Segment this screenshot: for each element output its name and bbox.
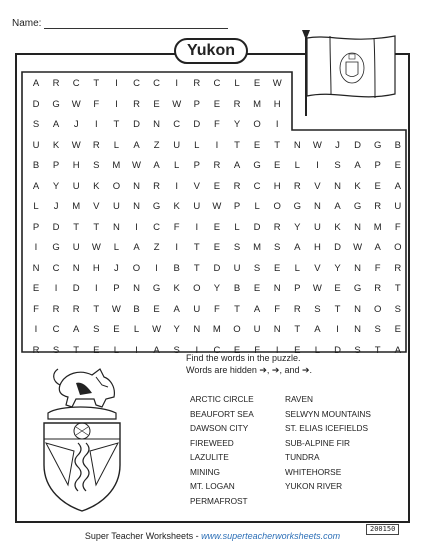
grid-letter: E bbox=[213, 98, 221, 110]
grid-letter: A bbox=[394, 180, 401, 192]
grid-letter: A bbox=[133, 139, 140, 151]
grid-letter: R bbox=[153, 180, 161, 192]
grid-letter: Z bbox=[153, 139, 160, 151]
grid-letter: D bbox=[32, 98, 40, 110]
grid-letter: F bbox=[93, 98, 100, 110]
grid-letter: N bbox=[153, 119, 161, 130]
grid-letter: E bbox=[294, 344, 301, 356]
word-item: TUNDRA bbox=[285, 452, 320, 462]
grid-letter: R bbox=[92, 139, 100, 151]
grid-letter: V bbox=[193, 180, 200, 192]
grid-letter: U bbox=[112, 201, 120, 212]
grid-letter: A bbox=[153, 344, 160, 356]
grid-letter: P bbox=[233, 201, 241, 212]
grid-letter: N bbox=[193, 324, 201, 335]
grid-letter: N bbox=[72, 262, 80, 274]
grid-letter: I bbox=[54, 283, 58, 294]
grid-letter: T bbox=[334, 303, 341, 315]
grid-letter: A bbox=[32, 78, 40, 89]
word-item: RAVEN bbox=[285, 394, 313, 404]
grid-letter: U bbox=[253, 324, 261, 335]
word-item: PERMAFROST bbox=[190, 495, 248, 506]
grid-letter: I bbox=[336, 324, 339, 335]
grid-letter: I bbox=[175, 242, 178, 253]
word-item: SUB-ALPINE FIR bbox=[285, 437, 351, 448]
grid-letter: L bbox=[113, 344, 120, 356]
grid-letter: S bbox=[394, 303, 401, 315]
grid-letter: U bbox=[72, 180, 80, 192]
grid-letter: O bbox=[373, 303, 382, 315]
grid-letter: W bbox=[152, 324, 162, 335]
grid-letter: E bbox=[213, 221, 221, 233]
grid-letter: P bbox=[32, 221, 40, 233]
grid-letter: O bbox=[193, 283, 201, 294]
grid-letter: A bbox=[394, 344, 401, 356]
grid-letter: N bbox=[354, 262, 362, 274]
grid-letter: I bbox=[155, 262, 158, 274]
yukon-flag-icon bbox=[300, 28, 400, 118]
instructions bbox=[186, 352, 312, 376]
grid-letter: E bbox=[93, 344, 100, 356]
grid-letter: M bbox=[112, 160, 121, 171]
grid-letter: M bbox=[373, 221, 382, 233]
grid-letter: R bbox=[374, 201, 382, 212]
grid-letter: A bbox=[73, 324, 80, 335]
grid-letter: R bbox=[233, 98, 241, 110]
grid-letter: J bbox=[73, 119, 79, 130]
grid-letter: I bbox=[94, 283, 98, 294]
grid-letter: S bbox=[354, 344, 361, 356]
grid-letter: M bbox=[72, 201, 81, 212]
grid-letter: B bbox=[133, 303, 140, 315]
grid-letter: W bbox=[312, 283, 322, 294]
grid-letter: K bbox=[52, 139, 60, 151]
grid-letter: C bbox=[133, 78, 140, 89]
grid-letter: L bbox=[294, 160, 300, 171]
word-item: LAZULITE bbox=[190, 452, 229, 462]
grid-letter: N bbox=[313, 201, 321, 212]
grid-letter: K bbox=[334, 221, 341, 233]
grid-letter: P bbox=[113, 283, 120, 294]
grid-letter: V bbox=[93, 201, 100, 212]
grid-letter: E bbox=[253, 283, 261, 294]
grid-letter: C bbox=[213, 344, 221, 356]
name-label: Name: bbox=[12, 18, 42, 29]
grid-letter: F bbox=[33, 303, 39, 315]
grid-letter: S bbox=[32, 119, 40, 130]
grid-letter: F bbox=[374, 262, 381, 274]
grid-letter: U bbox=[394, 201, 402, 212]
grid-letter: E bbox=[253, 78, 261, 89]
grid-letter: R bbox=[273, 221, 281, 233]
grid-letter: F bbox=[274, 303, 281, 315]
grid-letter: C bbox=[72, 78, 80, 89]
letter-grid bbox=[26, 78, 408, 356]
grid-letter: V bbox=[314, 262, 321, 274]
footer-separator: - bbox=[193, 531, 202, 541]
grid-letter: R bbox=[52, 78, 60, 89]
grid-letter: I bbox=[115, 98, 118, 110]
grid-letter: T bbox=[234, 303, 240, 315]
grid-letter: H bbox=[273, 180, 281, 192]
grid-letter: L bbox=[174, 160, 180, 171]
grid-letter: Y bbox=[294, 221, 301, 233]
grid-letter: D bbox=[334, 344, 341, 356]
grid-letter: E bbox=[113, 324, 120, 335]
grid-letter: N bbox=[354, 324, 362, 335]
grid-letter: J bbox=[335, 139, 340, 151]
grid-letter: S bbox=[314, 303, 321, 315]
grid-letter: O bbox=[253, 119, 261, 130]
grid-letter: R bbox=[213, 160, 221, 171]
instructions-line1: Find the words in the puzzle. bbox=[186, 353, 301, 363]
grid-letter: P bbox=[193, 160, 200, 171]
grid-letter: N bbox=[354, 221, 362, 233]
grid-letter: I bbox=[34, 242, 38, 253]
grid-letter: U bbox=[233, 262, 241, 274]
grid-letter: H bbox=[92, 262, 100, 274]
word-item: WHITEHORSE bbox=[285, 466, 342, 477]
grid-letter: R bbox=[32, 344, 40, 356]
grid-letter: Z bbox=[153, 242, 160, 253]
grid-letter: G bbox=[353, 283, 362, 294]
grid-letter: A bbox=[32, 180, 40, 192]
grid-letter: N bbox=[112, 221, 120, 233]
grid-letter: N bbox=[133, 201, 140, 212]
grid-letter: E bbox=[374, 180, 381, 192]
grid-letter: D bbox=[52, 221, 60, 233]
word-list-col1 bbox=[190, 392, 254, 508]
grid-letter: D bbox=[193, 119, 201, 130]
grid-letter: D bbox=[354, 139, 362, 151]
worksheet-code: 200150 bbox=[366, 524, 399, 535]
grid-letter: N bbox=[273, 324, 281, 335]
grid-letter: A bbox=[233, 160, 241, 171]
grid-letter: R bbox=[193, 78, 201, 89]
grid-letter: J bbox=[114, 262, 119, 274]
grid-letter: D bbox=[334, 242, 341, 253]
grid-letter: G bbox=[373, 139, 382, 151]
grid-letter: T bbox=[73, 344, 80, 356]
grid-letter: J bbox=[53, 201, 59, 212]
grid-letter: A bbox=[52, 119, 60, 130]
grid-letter: E bbox=[153, 303, 160, 315]
instructions-line2: Words are hidden ➔, ➔, and ➔. bbox=[186, 365, 313, 375]
grid-letter: I bbox=[175, 180, 178, 192]
grid-letter: B bbox=[394, 139, 401, 151]
grid-letter: R bbox=[133, 98, 140, 110]
grid-letter: T bbox=[193, 262, 200, 274]
grid-letter: E bbox=[253, 139, 261, 151]
grid-letter: F bbox=[213, 119, 220, 130]
grid-letter: C bbox=[213, 78, 221, 89]
grid-letter: U bbox=[72, 242, 80, 253]
grid-letter: F bbox=[254, 344, 260, 356]
grid-letter: M bbox=[212, 324, 221, 335]
grid-letter: T bbox=[274, 139, 281, 151]
grid-letter: T bbox=[93, 221, 100, 233]
footer-brand: Super Teacher Worksheets bbox=[84, 531, 194, 541]
grid-letter: H bbox=[72, 160, 80, 171]
grid-letter: T bbox=[234, 139, 240, 151]
grid-letter: C bbox=[52, 262, 60, 274]
grid-letter: B bbox=[32, 160, 40, 171]
grid-letter: R bbox=[233, 180, 241, 192]
grid-letter: D bbox=[133, 119, 140, 130]
word-item: SELWYN MOUNTAINS bbox=[285, 408, 371, 419]
grid-letter: I bbox=[195, 344, 199, 356]
grid-letter: S bbox=[274, 242, 281, 253]
grid-letter: S bbox=[93, 324, 100, 335]
grid-letter: E bbox=[213, 180, 221, 192]
grid-letter: A bbox=[253, 303, 261, 315]
grid-letter: W bbox=[132, 160, 141, 171]
grid-letter: W bbox=[353, 242, 363, 253]
grid-letter: R bbox=[293, 180, 301, 192]
grid-letter: I bbox=[215, 139, 219, 151]
grid-letter: E bbox=[153, 98, 160, 110]
grid-letter: L bbox=[133, 324, 140, 335]
grid-letter: L bbox=[33, 201, 39, 212]
grid-letter: E bbox=[32, 283, 40, 294]
grid-letter: T bbox=[193, 242, 200, 253]
grid-letter: T bbox=[113, 119, 120, 130]
grid-letter: U bbox=[32, 139, 40, 151]
yukon-crest-icon bbox=[30, 355, 135, 515]
grid-letter: G bbox=[152, 201, 161, 212]
grid-letter: A bbox=[153, 160, 160, 171]
grid-letter: E bbox=[394, 324, 401, 335]
grid-letter: Y bbox=[233, 119, 241, 130]
grid-letter: M bbox=[253, 242, 262, 253]
footer bbox=[0, 531, 425, 541]
grid-letter: G bbox=[52, 98, 60, 110]
word-list-col2 bbox=[285, 392, 371, 494]
grid-letter: E bbox=[334, 283, 341, 294]
grid-letter: K bbox=[173, 283, 180, 294]
grid-letter: E bbox=[274, 160, 281, 171]
grid-letter: G bbox=[353, 201, 362, 212]
grid-letter: P bbox=[374, 160, 381, 171]
grid-letter: E bbox=[233, 344, 241, 356]
grid-letter: C bbox=[52, 324, 60, 335]
grid-letter: T bbox=[394, 283, 401, 294]
grid-letter: S bbox=[334, 160, 341, 171]
grid-letter: H bbox=[313, 242, 321, 253]
grid-letter: D bbox=[253, 221, 261, 233]
grid-letter: A bbox=[133, 242, 140, 253]
grid-letter: U bbox=[193, 201, 201, 212]
grid-letter: A bbox=[173, 303, 180, 315]
grid-letter: D bbox=[213, 262, 221, 274]
grid-letter: I bbox=[34, 324, 38, 335]
grid-letter: M bbox=[253, 98, 262, 110]
grid-letter: I bbox=[175, 78, 178, 89]
grid-letter: W bbox=[71, 98, 81, 110]
grid-letter: K bbox=[354, 180, 361, 192]
grid-letter: T bbox=[73, 221, 80, 233]
grid-letter: S bbox=[52, 344, 60, 356]
grid-letter: N bbox=[334, 180, 341, 192]
grid-letter: E bbox=[394, 160, 401, 171]
grid-letter: R bbox=[72, 303, 80, 315]
grid-letter: L bbox=[113, 139, 120, 151]
grid-letter: P bbox=[193, 98, 200, 110]
grid-letter: W bbox=[91, 242, 101, 253]
grid-letter: L bbox=[234, 78, 240, 89]
grid-letter: N bbox=[273, 283, 281, 294]
grid-letter: D bbox=[72, 283, 80, 294]
grid-letter: N bbox=[354, 303, 362, 315]
grid-letter: L bbox=[254, 201, 260, 212]
grid-letter: R bbox=[394, 262, 402, 274]
grid-letter: A bbox=[334, 201, 341, 212]
grid-letter: Y bbox=[52, 180, 60, 192]
word-item: MINING bbox=[190, 466, 220, 477]
grid-letter: U bbox=[313, 221, 321, 233]
grid-letter: P bbox=[52, 160, 60, 171]
grid-letter: I bbox=[275, 119, 279, 130]
grid-letter: G bbox=[293, 201, 301, 212]
grid-letter: O bbox=[132, 262, 141, 274]
grid-letter: I bbox=[195, 221, 199, 233]
grid-letter: K bbox=[93, 180, 100, 192]
grid-letter: W bbox=[111, 303, 121, 315]
grid-letter: A bbox=[354, 160, 361, 171]
grid-letter: U bbox=[193, 303, 201, 315]
page-title: Yukon bbox=[174, 38, 248, 64]
grid-letter: B bbox=[173, 262, 180, 274]
word-item: ARCTIC CIRCLE bbox=[190, 394, 254, 404]
grid-letter: F bbox=[394, 221, 401, 233]
grid-letter: E bbox=[274, 262, 281, 274]
grid-letter: L bbox=[234, 221, 240, 233]
grid-letter: H bbox=[273, 98, 281, 110]
grid-letter: S bbox=[253, 262, 261, 274]
grid-letter: F bbox=[213, 303, 220, 315]
grid-letter: T bbox=[374, 344, 381, 356]
grid-letter: G bbox=[253, 160, 261, 171]
grid-letter: T bbox=[93, 78, 100, 89]
grid-letter: O bbox=[394, 242, 402, 253]
grid-letter: I bbox=[275, 344, 279, 356]
word-item: ST. ELIAS ICEFIELDS bbox=[285, 423, 368, 433]
grid-letter: E bbox=[213, 242, 221, 253]
grid-letter: F bbox=[173, 221, 180, 233]
grid-letter: A bbox=[314, 324, 321, 335]
grid-letter: I bbox=[115, 78, 118, 89]
grid-letter: I bbox=[135, 344, 138, 356]
grid-letter: S bbox=[173, 344, 180, 356]
grid-letter: C bbox=[153, 78, 161, 89]
word-item: DAWSON CITY bbox=[190, 423, 249, 433]
grid-letter: C bbox=[253, 180, 261, 192]
grid-letter: N bbox=[32, 262, 40, 274]
grid-letter: U bbox=[173, 139, 181, 151]
grid-letter: B bbox=[233, 283, 241, 294]
footer-url[interactable]: www.superteacherworksheets.com bbox=[201, 531, 341, 541]
grid-letter: T bbox=[294, 324, 301, 335]
grid-letter: V bbox=[314, 180, 321, 192]
grid-letter: Y bbox=[334, 262, 341, 274]
grid-letter: R bbox=[374, 283, 382, 294]
grid-letter: K bbox=[173, 201, 180, 212]
grid-letter: Y bbox=[173, 324, 180, 335]
word-item: MT. LOGAN bbox=[190, 481, 235, 491]
grid-letter: O bbox=[233, 324, 241, 335]
grid-letter: Y bbox=[213, 283, 221, 294]
grid-letter: P bbox=[294, 283, 301, 294]
grid-letter: G bbox=[52, 242, 60, 253]
grid-letter: S bbox=[233, 242, 241, 253]
grid-letter: R bbox=[293, 303, 301, 315]
grid-letter: W bbox=[272, 78, 282, 89]
grid-letter: C bbox=[173, 119, 181, 130]
grid-letter: O bbox=[273, 201, 281, 212]
grid-letter: L bbox=[113, 242, 120, 253]
grid-letter: N bbox=[293, 139, 301, 151]
grid-letter: I bbox=[94, 119, 98, 130]
grid-letter: O bbox=[112, 180, 121, 192]
grid-letter: S bbox=[93, 160, 100, 171]
grid-letter: I bbox=[316, 160, 319, 171]
grid-letter: G bbox=[152, 283, 161, 294]
grid-letter: W bbox=[172, 98, 182, 110]
grid-letter: L bbox=[194, 139, 200, 151]
grid-letter: L bbox=[314, 344, 321, 356]
grid-letter: N bbox=[133, 180, 140, 192]
grid-letter: A bbox=[374, 242, 381, 253]
word-item: FIREWEED bbox=[190, 437, 234, 448]
word-item: BEAUFORT SEA bbox=[190, 408, 254, 419]
grid-letter: W bbox=[312, 139, 322, 151]
grid-letter: W bbox=[71, 139, 81, 151]
grid-letter: W bbox=[212, 201, 222, 212]
grid-letter: R bbox=[52, 303, 60, 315]
grid-letter: S bbox=[374, 324, 381, 335]
grid-letter: A bbox=[294, 242, 301, 253]
grid-letter: N bbox=[133, 283, 140, 294]
grid-letter: T bbox=[93, 303, 100, 315]
grid-letter: I bbox=[135, 221, 138, 233]
grid-letter: L bbox=[294, 262, 300, 274]
word-item: YUKON RIVER bbox=[285, 481, 343, 491]
grid-letter: C bbox=[153, 221, 161, 233]
